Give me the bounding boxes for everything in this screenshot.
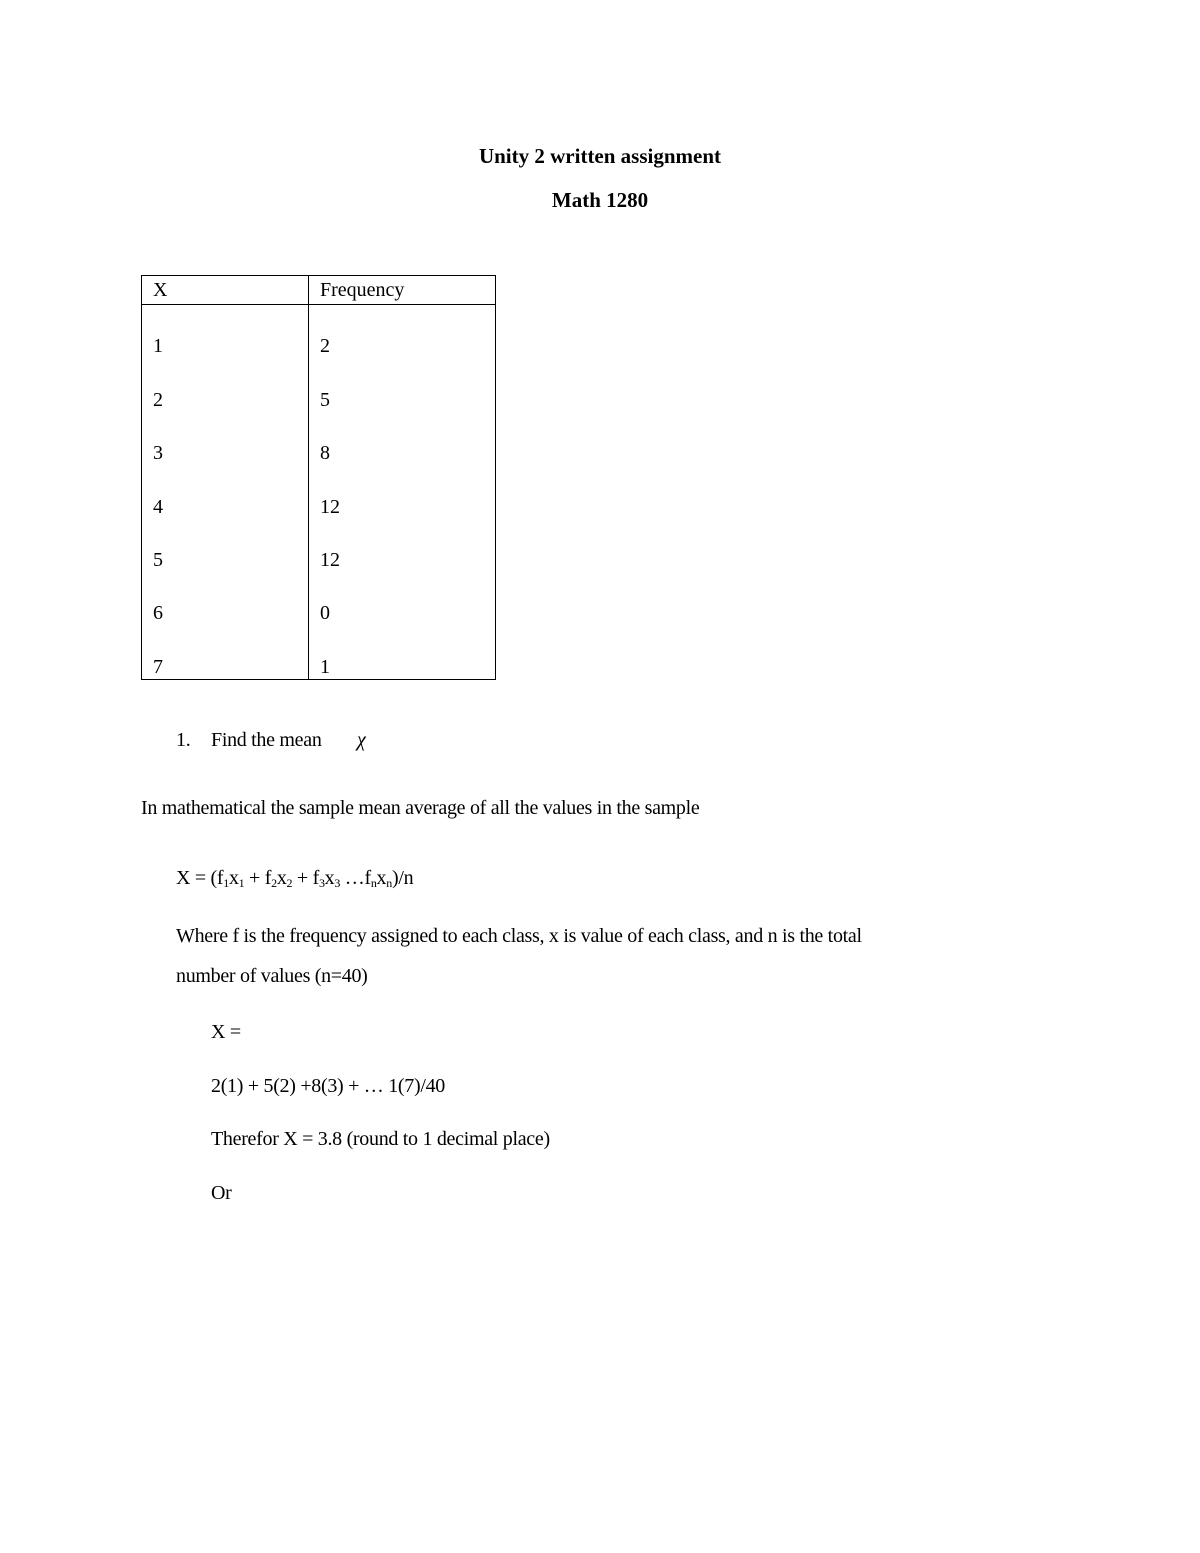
formula-lhs: X = (f xyxy=(176,867,224,889)
table-cell-x: 3 xyxy=(142,412,309,465)
formula-term: x xyxy=(324,867,335,889)
intro-paragraph: In mathematical the sample mean average of all the values in the sample xyxy=(141,797,700,819)
table-cell-frequency: 5 xyxy=(309,358,496,411)
course-code: Math 1280 xyxy=(551,188,649,212)
table-cell-x: 6 xyxy=(142,572,309,625)
formula-sub: 2 xyxy=(286,876,293,890)
table-cell-frequency: 1 xyxy=(309,625,496,679)
formula-sub: 3 xyxy=(318,876,325,890)
where-explanation-line-2: number of values (n=40) xyxy=(176,965,368,987)
table-cell-x: 4 xyxy=(142,465,309,518)
formula-sub: 2 xyxy=(271,876,277,890)
table-cell-frequency: 2 xyxy=(309,305,496,359)
mean-formula xyxy=(176,867,413,891)
formula-sub: n xyxy=(370,876,377,890)
table-header-row xyxy=(142,276,496,305)
table-cell-frequency: 12 xyxy=(309,519,496,572)
column-header-frequency: Frequency xyxy=(309,276,496,305)
table-row xyxy=(142,572,496,625)
table-row xyxy=(142,305,496,359)
table-cell-frequency: 0 xyxy=(309,572,496,625)
table-row xyxy=(142,519,496,572)
formula-term: + f xyxy=(244,867,272,889)
table-cell-x: 2 xyxy=(142,358,309,411)
column-header-x: X xyxy=(142,276,309,305)
table-cell-x: 5 xyxy=(142,519,309,572)
table-cell-x: 1 xyxy=(142,305,309,359)
formula-sub: 1 xyxy=(223,876,229,890)
formula-sub: n xyxy=(386,876,392,890)
question-text: Find the mean xyxy=(211,729,322,751)
table-row xyxy=(142,625,496,679)
formula-term: )/n xyxy=(391,867,414,889)
formula-term: x xyxy=(228,867,239,889)
document-title: Unity 2 written assignment xyxy=(478,144,722,168)
question-number: 1. xyxy=(176,729,191,751)
calculation-line: 2(1) + 5(2) +8(3) + … 1(7)/40 xyxy=(211,1075,445,1097)
formula-term: + f xyxy=(292,867,319,889)
result-line: Therefor X = 3.8 (round to 1 decimal place) xyxy=(211,1128,550,1150)
table-row xyxy=(142,358,496,411)
formula-term: x xyxy=(276,867,287,889)
table-cell-frequency: 12 xyxy=(309,465,496,518)
table-row xyxy=(142,465,496,518)
mean-symbol: χ xyxy=(357,729,366,751)
formula-sub: 1 xyxy=(238,876,245,890)
formula-term: …f xyxy=(340,867,371,889)
table-cell-frequency: 8 xyxy=(309,412,496,465)
table-cell-x: 7 xyxy=(142,625,309,679)
where-explanation-line-1: Where f is the frequency assigned to each class, x is value of each class, and n is the total xyxy=(176,925,862,947)
or-line: Or xyxy=(211,1182,232,1204)
x-equals-line: X = xyxy=(211,1021,241,1043)
formula-term: x xyxy=(376,867,387,889)
frequency-table xyxy=(141,275,496,680)
table-row xyxy=(142,412,496,465)
formula-sub: 3 xyxy=(334,876,341,890)
